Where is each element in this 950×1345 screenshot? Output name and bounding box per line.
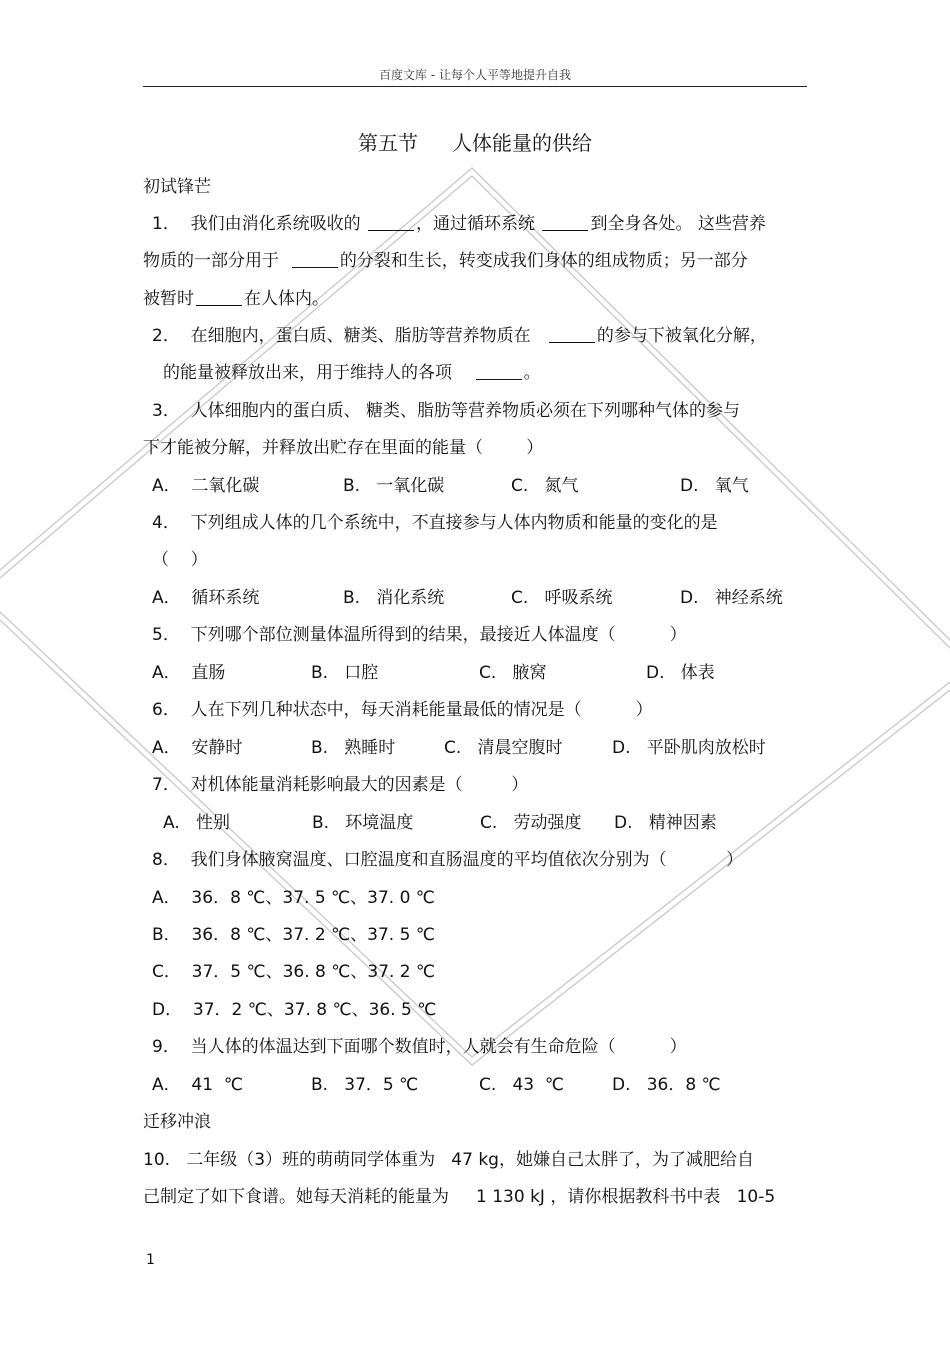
q3-option-a: A． 二氧化碳 bbox=[152, 476, 260, 496]
blank-field bbox=[549, 326, 595, 343]
q4-option-d: D. 神经系统 bbox=[680, 588, 783, 608]
q6-option-a: A． 安静时 bbox=[152, 738, 243, 758]
q9-option-d: D. 36．8 ℃ bbox=[612, 1075, 721, 1095]
question-7: 7． 对机体能量消耗影响最大的因素是（ ） bbox=[152, 775, 529, 795]
section-heading-2: 迁移冲浪 bbox=[143, 1112, 211, 1132]
question-2-line-2: 的能量被释放出来，用于维持人的各项 。 bbox=[163, 363, 541, 383]
q6-option-c: C. 清晨空腹时 bbox=[444, 738, 563, 758]
q4-option-a: A． 循环系统 bbox=[152, 588, 260, 608]
question-4-line-2: （ ） bbox=[152, 550, 208, 570]
q5-option-a: A． 直肠 bbox=[152, 663, 226, 683]
q4-option-c: C. 呼吸系统 bbox=[511, 588, 613, 608]
blank-field bbox=[542, 214, 588, 231]
q6-option-d: D. 平卧肌肉放松时 bbox=[612, 738, 766, 758]
page-number: 1 bbox=[146, 1252, 155, 1268]
question-1-line-1: 1． 我们由消化系统吸收的 ，通过循环系统 到全身各处。 这些营养 bbox=[152, 214, 766, 234]
title-topic: 人体能量的供给 bbox=[452, 131, 592, 155]
q8-option-a: A． 36．8 ℃、37. 5 ℃、37. 0 ℃ bbox=[152, 888, 435, 908]
header-divider bbox=[143, 86, 807, 87]
question-8: 8． 我们身体腋窝温度、口腔温度和直肠温度的平均值依次分别为（ ） bbox=[152, 850, 744, 870]
question-3-line-2: 下才能被分解，并释放出贮存在里面的能量（ ） bbox=[143, 438, 544, 458]
q8-option-c: C． 37．5 ℃、36. 8 ℃、37. 2 ℃ bbox=[152, 962, 436, 982]
question-10-line-2: 己制定了如下食谱。她每天消耗的能量为 1 130 kJ ，请你根据教科书中表 10-5 bbox=[143, 1187, 776, 1207]
q8-option-b: B． 36．8 ℃、37. 2 ℃、37. 5 ℃ bbox=[152, 925, 435, 945]
blank-field bbox=[196, 289, 242, 306]
blank-field bbox=[368, 214, 414, 231]
q6-option-b: B. 熟睡时 bbox=[311, 738, 396, 758]
q7-option-c: C. 劳动强度 bbox=[480, 813, 582, 833]
question-5: 5． 下列哪个部位测量体温所得到的结果，最接近人体温度（ ） bbox=[152, 625, 687, 645]
question-3-line-1: 3． 人体细胞内的蛋白质、 糖类、脂肪等营养物质必须在下列哪种气体的参与 bbox=[152, 401, 741, 421]
page-header: 百度文库 - 让每个人平等地提升自我 bbox=[379, 68, 571, 82]
q3-option-c: C. 氮气 bbox=[511, 476, 579, 496]
blank-field bbox=[476, 363, 522, 380]
q5-option-c: C. 腋窝 bbox=[479, 663, 547, 683]
question-9: 9． 当人体的体温达到下面哪个数值时，人就会有生命危险（ ） bbox=[152, 1037, 687, 1057]
q3-option-d: D. 氧气 bbox=[680, 476, 749, 496]
blank-field bbox=[292, 251, 338, 268]
title-section: 第五节 bbox=[358, 131, 418, 155]
q9-option-b: B. 37．5 ℃ bbox=[311, 1075, 419, 1095]
question-1-line-2: 物质的一部分用于 的分裂和生长，转变成我们身体的组成物质；另一部分 bbox=[143, 251, 748, 271]
question-4-line-1: 4． 下列组成人体的几个系统中，不直接参与人体内物质和能量的变化的是 bbox=[152, 513, 718, 533]
q5-option-d: D. 体表 bbox=[646, 663, 715, 683]
question-6: 6． 人在下列几种状态中，每天消耗能量最低的情况是（ ） bbox=[152, 700, 653, 720]
q7-option-b: B. 环境温度 bbox=[312, 813, 414, 833]
q7-option-d: D. 精神因素 bbox=[614, 813, 717, 833]
q7-option-a: A. 性别 bbox=[163, 813, 230, 833]
section-heading-1: 初试锋芒 bbox=[143, 177, 211, 197]
page-title bbox=[0, 127, 950, 156]
q8-option-d: D． 37．2 ℃、37. 8 ℃、36. 5 ℃ bbox=[152, 1000, 437, 1020]
question-1-line-3: 被暂时 在人体内。 bbox=[143, 289, 329, 309]
q9-option-a: A． 41 ℃ bbox=[152, 1075, 243, 1095]
q5-option-b: B. 口腔 bbox=[311, 663, 379, 683]
q4-option-b: B. 消化系统 bbox=[343, 588, 445, 608]
question-2-line-1: 2． 在细胞内，蛋白质、糖类、脂肪等营养物质在 的参与下被氧化分解， bbox=[152, 326, 767, 346]
q9-option-c: C. 43 ℃ bbox=[479, 1075, 565, 1095]
question-10-line-1: 10. 二年级（3）班的萌萌同学体重为 47 kg，她嫌自己太胖了，为了减肥给自 bbox=[143, 1150, 754, 1170]
q3-option-b: B. 一氧化碳 bbox=[343, 476, 445, 496]
